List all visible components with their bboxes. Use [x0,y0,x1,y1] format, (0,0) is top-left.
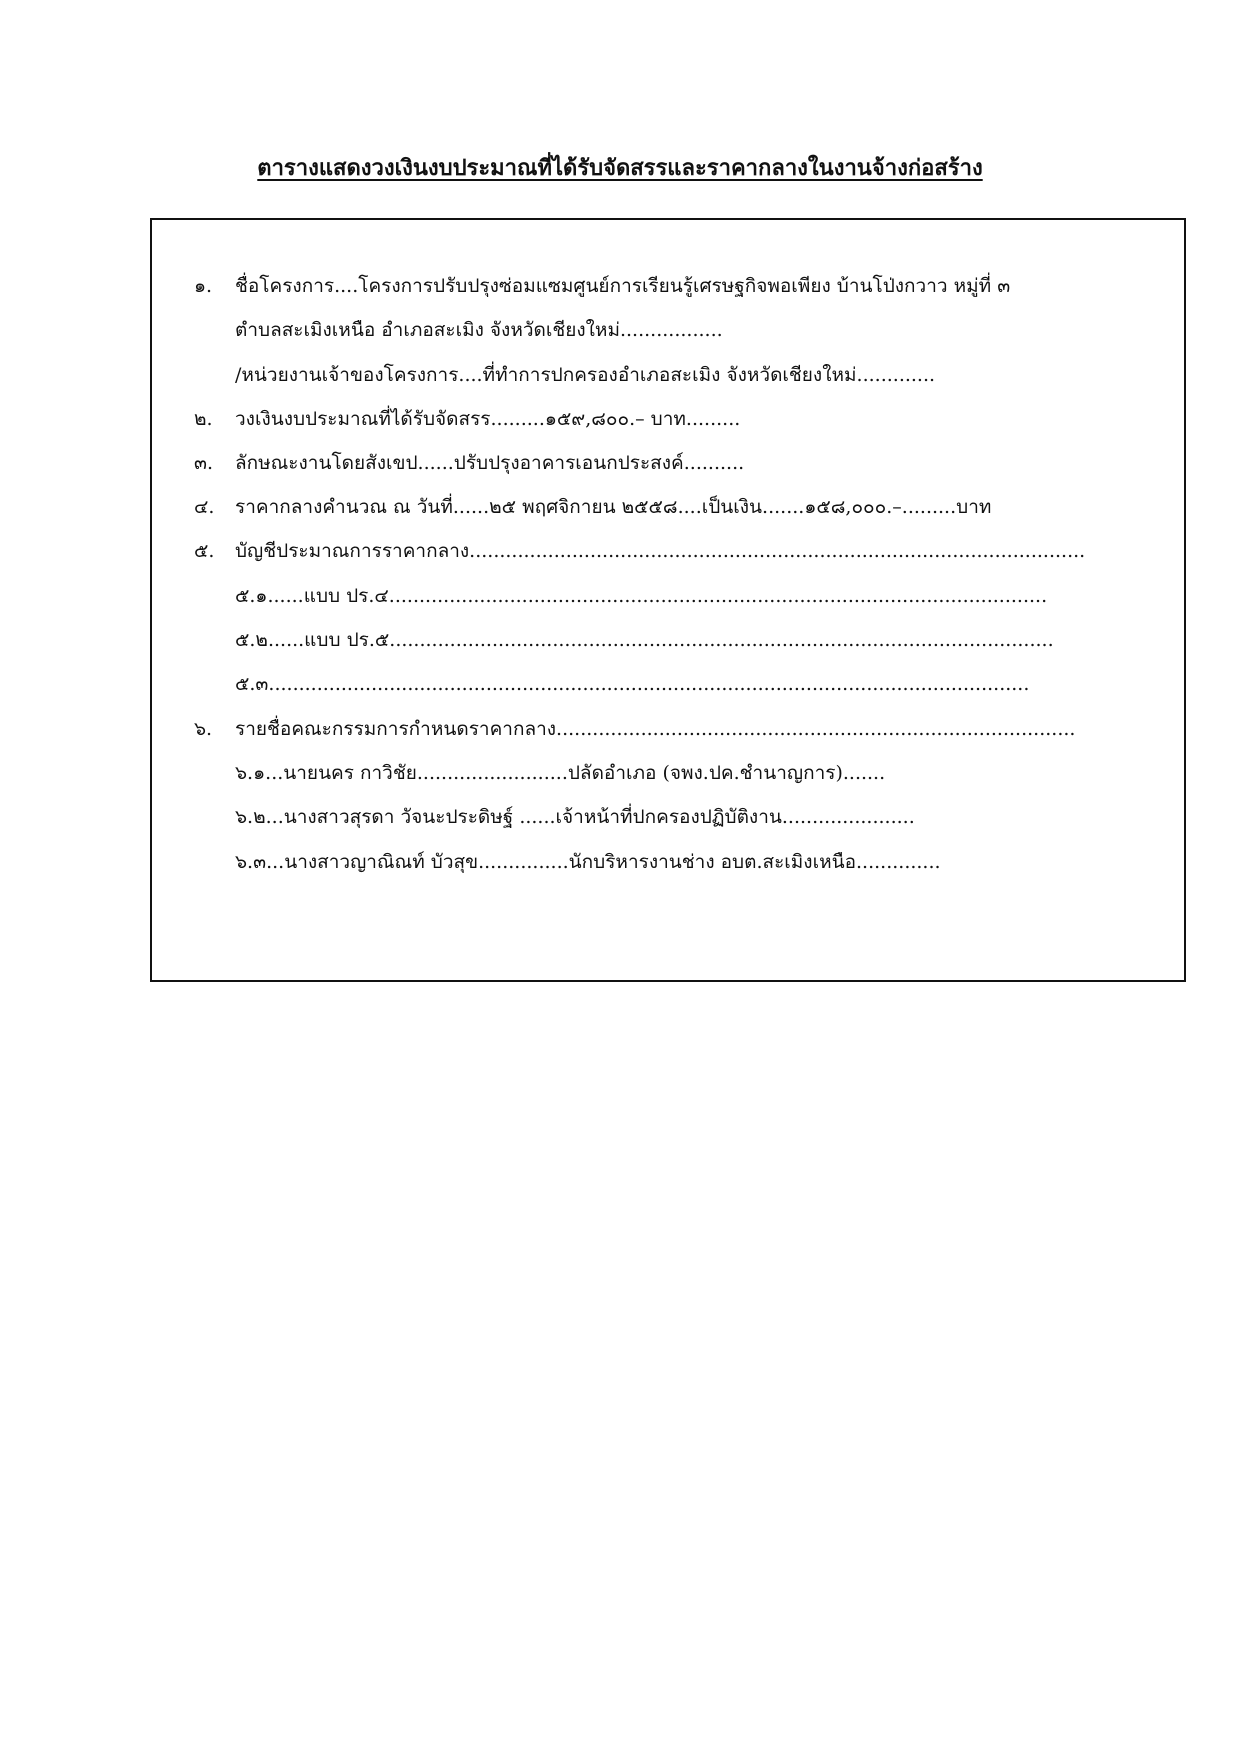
item-6-sub-2: ๖.๒...นางสาวสุรดา วัจนะประดิษฐ์ ......เจ้าหน้าที่ปกครองปฏิบัติงาน...................... [235,806,915,828]
item-5-sub-3: ๕.๓.............................................................................................................................. [235,673,1030,695]
item-5-sub-1: ๕.๑......แบบ ปร.๔............................................................................................................. [235,585,1048,607]
item-4-text: ราคากลางคำนวณ ณ วันที่......๒๕ พฤศจิกายน ๒๕๕๘....เป็นเงิน.......๑๕๘,๐๐๐.–.........บาท [235,496,992,518]
item-6-number: ๖. [194,718,213,740]
item-2-number: ๒. [194,408,213,430]
item-6-text: รายชื่อคณะกรรมการกำหนดราคากลาง...................................................................................... [235,718,1076,740]
content-frame [150,218,1186,982]
item-4-number: ๔. [194,496,215,518]
item-6-sub-1: ๖.๑...นายนคร กาวิชัย.........................ปลัดอำเภอ (จพง.ปค.ชำนาญการ)....... [235,762,886,784]
item-6-sub-3: ๖.๓...นางสาวญาณิณท์ บัวสุข...............นักบริหารงานช่าง อบต.สะเมิงเหนือ.............. [235,851,941,873]
document-title: ตารางแสดงวงเงินงบประมาณที่ได้รับจัดสรรและราคากลางในงานจ้างก่อสร้าง [257,156,983,181]
item-1-number: ๑. [194,275,213,297]
item-5-text: บัญชีประมาณการราคากลาง...................................................................................................... [235,540,1086,562]
item-2-text: วงเงินงบประมาณที่ได้รับจัดสรร.........๑๕๙,๘๐๐.– บาท......... [235,408,741,430]
item-5-sub-2: ๕.๒......แบบ ปร.๕.............................................................................................................. [235,629,1054,651]
item-1-line-1: ชื่อโครงการ....โครงการปรับปรุงซ่อมแซมศูนย์การเรียนรู้เศรษฐกิจพอเพียง บ้านโป่งกวาว หมู่ที่ ๓ [235,275,1011,297]
item-3-number: ๓. [194,452,214,474]
item-1-line-2: ตำบลสะเมิงเหนือ อำเภอสะเมิง จังหวัดเชียงใหม่................. [235,319,723,341]
item-1-line-3: /หน่วยงานเจ้าของโครงการ....ที่ทำการปกครองอำเภอสะเมิง จังหวัดเชียงใหม่............. [235,364,936,386]
item-3-text: ลักษณะงานโดยสังเขป......ปรับปรุงอาคารเอนกประสงค์.......... [235,452,745,474]
item-5-number: ๕. [194,540,215,562]
